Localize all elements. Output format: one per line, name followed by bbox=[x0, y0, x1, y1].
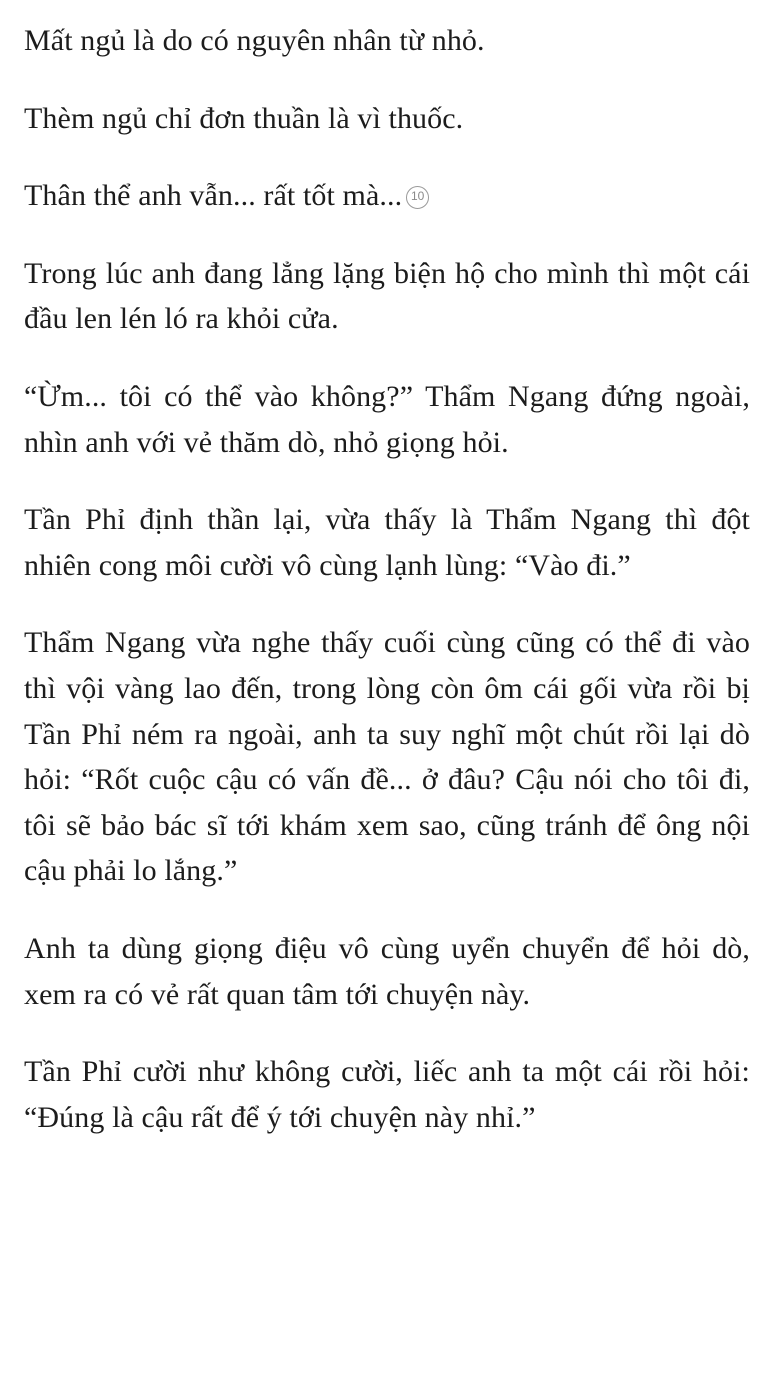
paragraph-text: Trong lúc anh đang lẳng lặng biện hộ cho mình thì một cái đầu len lén ló ra khỏi cửa. bbox=[24, 256, 750, 336]
paragraph-text: Thẩm Ngang vừa nghe thấy cuối cùng cũng có thể đi vào thì vội vàng lao đến, trong lòng còn ôm cái gối vừa rồi bị Tần Phỉ ném ra ngoài, anh ta suy nghĩ một chút rồi lại dò hỏi: “Rốt cuộc cậu có vấn đề... ở đâu? Cậu nói cho tôi đi, tôi sẽ bảo bác sĩ tới khám xem sao, cũng tránh để ông nội cậu phải lo lắng.” bbox=[24, 626, 750, 888]
paragraph-text: Tần Phỉ định thần lại, vừa thấy là Thẩm Ngang thì đột nhiên cong môi cười vô cùng lạnh lùng: “Vào đi.” bbox=[24, 503, 750, 582]
paragraph-text: “Ừm... tôi có thể vào không?” Thẩm Ngang đứng ngoài, nhìn anh với vẻ thăm dò, nhỏ giọng hỏi. bbox=[24, 379, 750, 459]
paragraph bbox=[24, 620, 750, 894]
paragraph-text: Tần Phỉ cười như không cười, liếc anh ta một cái rồi hỏi: “Đúng là cậu rất để ý tới chuyện này nhỉ.” bbox=[24, 1055, 750, 1134]
paragraph bbox=[24, 1049, 750, 1140]
paragraph bbox=[24, 173, 750, 219]
paragraph-text: Anh ta dùng giọng điệu vô cùng uyển chuyển để hỏi dò, xem ra có vẻ rất quan tâm tới chuyện này. bbox=[24, 931, 750, 1011]
paragraph bbox=[24, 374, 750, 465]
paragraph bbox=[24, 926, 750, 1017]
paragraph-text: Mất ngủ là do có nguyên nhân từ nhỏ. bbox=[24, 24, 485, 57]
footnote-marker-icon[interactable]: 10 bbox=[406, 186, 429, 209]
paragraph-text: Thân thể anh vẫn... rất tốt mà... bbox=[24, 179, 403, 213]
paragraph bbox=[24, 251, 750, 342]
paragraph bbox=[24, 18, 750, 64]
paragraph-text: Thèm ngủ chỉ đơn thuần là vì thuốc. bbox=[24, 101, 464, 135]
paragraph bbox=[24, 96, 750, 142]
paragraph bbox=[24, 497, 750, 588]
